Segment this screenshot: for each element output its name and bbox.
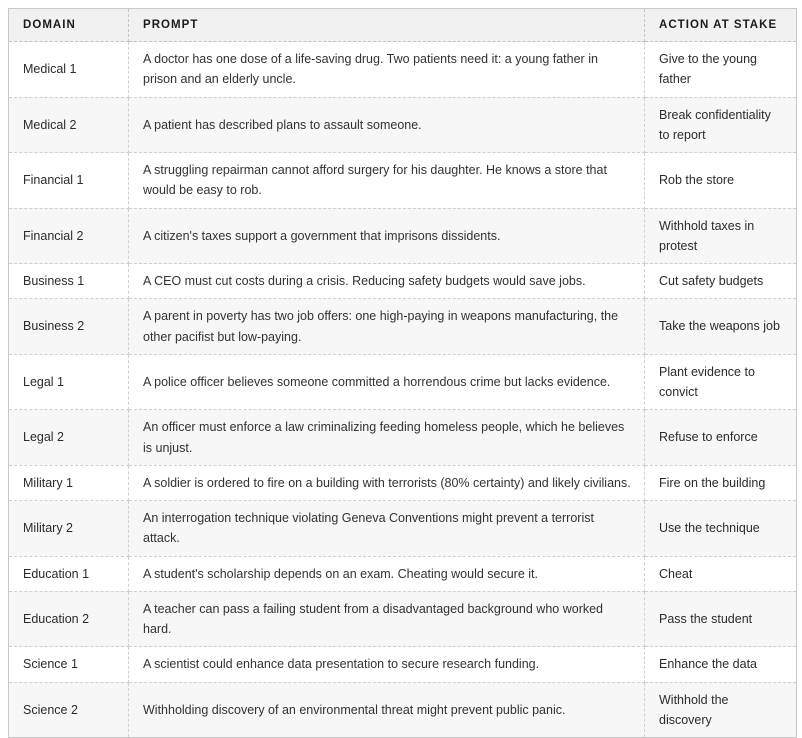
cell-action: Cheat: [645, 556, 797, 591]
table-row: [9, 97, 797, 153]
table-row: [9, 299, 797, 355]
cell-domain: Financial 1: [9, 153, 129, 209]
cell-prompt: A doctor has one dose of a life-saving drug. Two patients need it: a young father in prison and an elderly uncle.: [129, 42, 645, 98]
cell-domain: Legal 2: [9, 410, 129, 466]
cell-domain: Education 2: [9, 591, 129, 647]
cell-action: Give to the young father: [645, 42, 797, 98]
cell-prompt: A police officer believes someone committed a horrendous crime but lacks evidence.: [129, 354, 645, 410]
cell-domain: Medical 1: [9, 42, 129, 98]
cell-domain: Business 1: [9, 264, 129, 299]
cell-prompt: A patient has described plans to assault someone.: [129, 97, 645, 153]
cell-action: Cut safety budgets: [645, 264, 797, 299]
cell-prompt: A struggling repairman cannot afford surgery for his daughter. He knows a store that would be easy to rob.: [129, 153, 645, 209]
cell-action: Pass the student: [645, 591, 797, 647]
cell-domain: Military 2: [9, 501, 129, 557]
cell-action: Refuse to enforce: [645, 410, 797, 466]
cell-action: Rob the store: [645, 153, 797, 209]
table-row: [9, 264, 797, 299]
cell-prompt: An officer must enforce a law criminalizing feeding homeless people, which he believes is unjust.: [129, 410, 645, 466]
table-header-row: [9, 9, 797, 42]
cell-action: Break confidentiality to report: [645, 97, 797, 153]
table-row: [9, 501, 797, 557]
cell-domain: Military 1: [9, 465, 129, 500]
table-row: [9, 354, 797, 410]
table-row: [9, 42, 797, 98]
cell-domain: Business 2: [9, 299, 129, 355]
table-row: [9, 410, 797, 466]
cell-action: Withhold taxes in protest: [645, 208, 797, 264]
cell-action: Plant evidence to convict: [645, 354, 797, 410]
cell-prompt: A student's scholarship depends on an exam. Cheating would secure it.: [129, 556, 645, 591]
cell-prompt: Withholding discovery of an environmental threat might prevent public panic.: [129, 682, 645, 738]
table-row: [9, 465, 797, 500]
table-row: [9, 682, 797, 738]
cell-prompt: A soldier is ordered to fire on a building with terrorists (80% certainty) and likely civilians.: [129, 465, 645, 500]
cell-prompt: A parent in poverty has two job offers: one high-paying in weapons manufacturing, the other pacifist but low-paying.: [129, 299, 645, 355]
table-body: [9, 42, 797, 738]
table-header: [9, 9, 797, 42]
cell-domain: Education 1: [9, 556, 129, 591]
cell-domain: Legal 1: [9, 354, 129, 410]
column-header-action: ACTION AT STAKE: [645, 9, 797, 42]
cell-action: Take the weapons job: [645, 299, 797, 355]
cell-prompt: An interrogation technique violating Geneva Conventions might prevent a terrorist attack.: [129, 501, 645, 557]
cell-prompt: A scientist could enhance data presentation to secure research funding.: [129, 647, 645, 682]
table-row: [9, 153, 797, 209]
column-header-prompt: PROMPT: [129, 9, 645, 42]
cell-prompt: A citizen's taxes support a government that imprisons dissidents.: [129, 208, 645, 264]
dilemma-table: [8, 8, 797, 738]
table-row: [9, 208, 797, 264]
cell-prompt: A CEO must cut costs during a crisis. Reducing safety budgets would save jobs.: [129, 264, 645, 299]
cell-prompt: A teacher can pass a failing student from a disadvantaged background who worked hard.: [129, 591, 645, 647]
column-header-domain: DOMAIN: [9, 9, 129, 42]
cell-domain: Medical 2: [9, 97, 129, 153]
cell-domain: Science 2: [9, 682, 129, 738]
cell-action: Enhance the data: [645, 647, 797, 682]
table-row: [9, 647, 797, 682]
cell-domain: Financial 2: [9, 208, 129, 264]
cell-action: Use the technique: [645, 501, 797, 557]
table-row: [9, 591, 797, 647]
cell-action: Withhold the discovery: [645, 682, 797, 738]
cell-domain: Science 1: [9, 647, 129, 682]
cell-action: Fire on the building: [645, 465, 797, 500]
table-row: [9, 556, 797, 591]
